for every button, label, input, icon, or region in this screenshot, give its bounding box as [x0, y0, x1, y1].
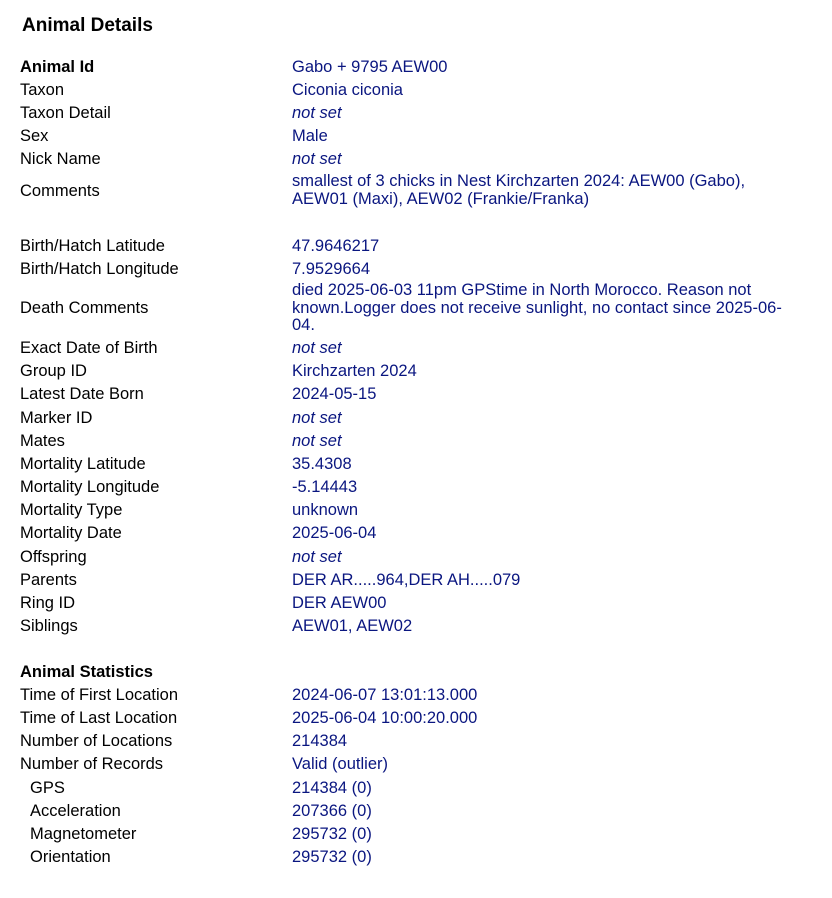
- mates-label: Mates: [20, 431, 65, 450]
- stat-row-num-locations: [20, 730, 820, 753]
- mates-value: not set: [292, 431, 342, 450]
- page-title: Animal Details: [22, 15, 153, 36]
- mortality-lat-label: Mortality Latitude: [20, 454, 146, 473]
- detail-row-mates: [20, 429, 820, 452]
- death-comments-label: Death Comments: [20, 299, 149, 318]
- detail-row-mortality-lon: [20, 476, 820, 499]
- detail-row-comments: [20, 171, 820, 211]
- stat-row-magnetometer: [20, 822, 820, 845]
- detail-row-nick-name: [20, 148, 820, 171]
- taxon-label: Taxon: [20, 80, 65, 99]
- orientation-value: 295732 (0): [292, 848, 372, 867]
- offspring-value: not set: [292, 547, 342, 566]
- latest-date-born-value: 2024-05-15: [292, 385, 377, 404]
- stat-row-acceleration: [20, 799, 820, 822]
- detail-row-group-id: [20, 360, 820, 383]
- statistics-heading-row: [20, 660, 820, 683]
- detail-row-parents: [20, 568, 820, 591]
- num-locations-label: Number of Locations: [20, 732, 173, 751]
- comments-value: smallest of 3 chicks in Nest Kirchzarten 2024: AEW00 (Gabo), AEW01 (Maxi), AEW02 (Frankie/Franka): [292, 172, 746, 208]
- comments-label: Comments: [20, 181, 100, 200]
- mortality-type-label: Mortality Type: [20, 501, 123, 520]
- sex-label: Sex: [20, 127, 49, 146]
- siblings-label: Siblings: [20, 617, 78, 636]
- num-records-value: Valid (outlier): [292, 755, 388, 774]
- detail-row-mortality-date: [20, 522, 820, 545]
- group-id-label: Group ID: [20, 362, 87, 381]
- stat-row-last-location: [20, 706, 820, 729]
- birth-lon-value: 7.9529664: [292, 259, 370, 278]
- parents-label: Parents: [20, 570, 77, 589]
- exact-dob-label: Exact Date of Birth: [20, 338, 158, 357]
- detail-row-exact-dob: [20, 336, 820, 359]
- gps-label: GPS: [30, 778, 65, 797]
- acceleration-value: 207366 (0): [292, 801, 372, 820]
- detail-row-mortality-type: [20, 499, 820, 522]
- ring-id-label: Ring ID: [20, 594, 76, 613]
- death-comments-value: died 2025-06-03 11pm GPStime in North Morocco. Reason not known.Logger does not receive sunlight, no contact since 2025-06-04.: [292, 280, 782, 335]
- taxon-detail-label: Taxon Detail: [20, 103, 111, 122]
- animal-id-value: Gabo + 9795 AEW00: [292, 57, 448, 76]
- taxon-detail-value: not set: [292, 103, 342, 122]
- stat-row-first-location: [20, 683, 820, 706]
- stat-row-orientation: [20, 846, 820, 869]
- magnetometer-value: 295732 (0): [292, 824, 372, 843]
- sex-value: Male: [292, 127, 328, 146]
- stat-row-gps: [20, 776, 820, 799]
- detail-row-taxon: [20, 78, 820, 101]
- animal-details-section-2: [20, 234, 820, 638]
- detail-row-mortality-lat: [20, 452, 820, 475]
- detail-row-birth-lat: [20, 234, 820, 257]
- animal-statistics-section: [20, 660, 820, 869]
- detail-row-animal-id: [20, 55, 820, 78]
- taxon-value: Ciconia ciconia: [292, 80, 403, 99]
- num-records-label: Number of Records: [20, 755, 164, 774]
- nick-name-value: not set: [292, 150, 342, 169]
- detail-row-siblings: [20, 615, 820, 638]
- detail-row-marker-id: [20, 406, 820, 429]
- mortality-lon-label: Mortality Longitude: [20, 478, 160, 497]
- nick-name-label: Nick Name: [20, 150, 101, 169]
- latest-date-born-label: Latest Date Born: [20, 385, 144, 404]
- last-location-label: Time of Last Location: [20, 708, 178, 727]
- animal-details-section: [20, 55, 820, 211]
- magnetometer-label: Magnetometer: [30, 824, 137, 843]
- orientation-label: Orientation: [30, 848, 111, 867]
- gps-value: 214384 (0): [292, 778, 372, 797]
- first-location-label: Time of First Location: [20, 685, 179, 704]
- birth-lon-label: Birth/Hatch Longitude: [20, 259, 179, 278]
- num-locations-value: 214384: [292, 732, 348, 751]
- stat-row-num-records: [20, 753, 820, 776]
- detail-row-death-comments: [20, 280, 820, 336]
- offspring-label: Offspring: [20, 547, 87, 566]
- mortality-type-value: unknown: [292, 501, 359, 520]
- marker-id-label: Marker ID: [20, 408, 93, 427]
- mortality-date-value: 2025-06-04: [292, 524, 377, 543]
- detail-row-ring-id: [20, 591, 820, 614]
- first-location-value: 2024-06-07 13:01:13.000: [292, 685, 478, 704]
- birth-lat-value: 47.9646217: [292, 236, 380, 255]
- birth-lat-label: Birth/Hatch Latitude: [20, 236, 165, 255]
- detail-row-taxon-detail: [20, 101, 820, 124]
- detail-row-latest-date-born: [20, 383, 820, 406]
- detail-row-sex: [20, 125, 820, 148]
- exact-dob-value: not set: [292, 338, 342, 357]
- group-id-value: Kirchzarten 2024: [292, 362, 417, 381]
- siblings-value: AEW01, AEW02: [292, 617, 413, 636]
- marker-id-value: not set: [292, 408, 342, 427]
- acceleration-label: Acceleration: [30, 801, 121, 820]
- mortality-date-label: Mortality Date: [20, 524, 122, 543]
- detail-row-offspring: [20, 545, 820, 568]
- ring-id-value: DER AEW00: [292, 594, 387, 613]
- mortality-lon-value: -5.14443: [292, 478, 358, 497]
- parents-value: DER AR.....964,DER AH.....079: [292, 570, 521, 589]
- mortality-lat-value: 35.4308: [292, 454, 352, 473]
- statistics-heading: Animal Statistics: [20, 662, 153, 681]
- detail-row-birth-lon: [20, 257, 820, 280]
- last-location-value: 2025-06-04 10:00:20.000: [292, 708, 478, 727]
- animal-id-label: Animal Id: [20, 57, 95, 76]
